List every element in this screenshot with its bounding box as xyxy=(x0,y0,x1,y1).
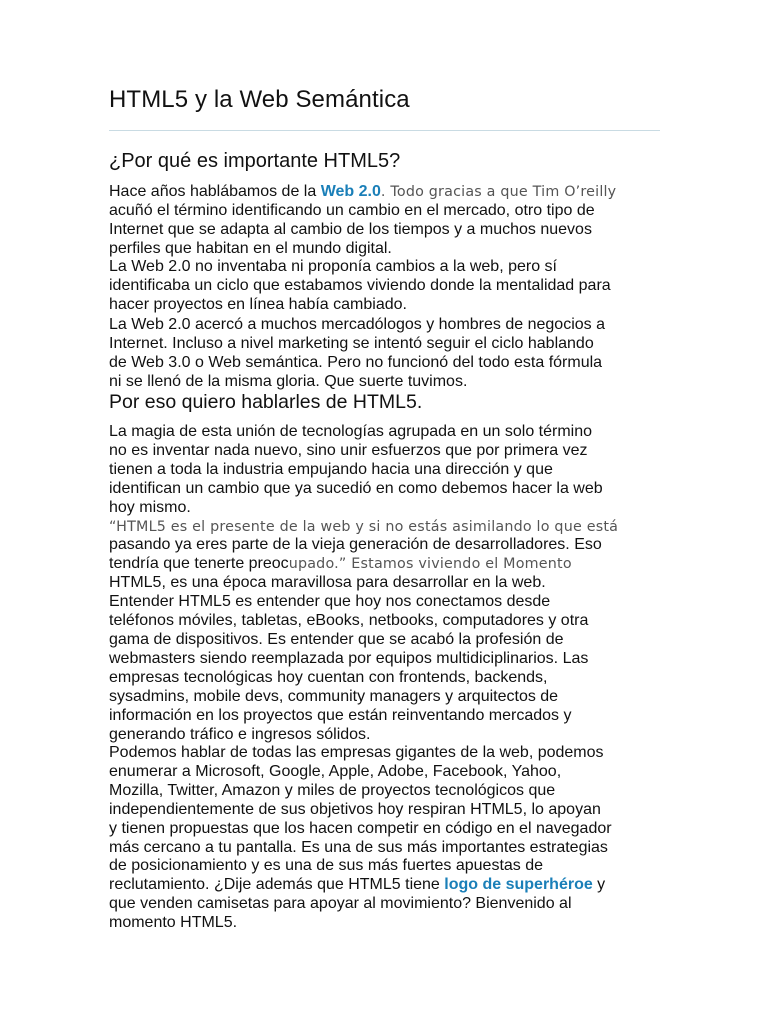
text-line: hoy mismo. xyxy=(109,498,191,516)
text-span: y xyxy=(592,876,606,894)
text-line: hacer proyectos en línea había cambiado. xyxy=(109,295,407,313)
text-line: pasando ya eres parte de la vieja generación de desarrolladores. Eso xyxy=(109,536,602,554)
section-heading-importance: ¿Por qué es importante HTML5? xyxy=(109,150,401,172)
text-line: identifican un cambio que ya sucedió en como debemos hacer la web xyxy=(109,479,603,497)
text-line: La Web 2.0 acercó a muchos mercadólogos y hombres de negocios a xyxy=(109,316,605,333)
paragraph-web30 xyxy=(109,316,669,392)
paragraph-web20-cycle xyxy=(109,258,669,315)
text-line xyxy=(109,183,669,202)
text-line: Internet. Incluso a nivel marketing se intentó seguir el ciclo hablando xyxy=(109,334,594,352)
text-line: generando tráfico e ingresos sólidos. xyxy=(109,725,371,743)
text-line: que venden camisetas para apoyar al movimiento? Bienvenido al xyxy=(109,895,572,913)
text-line: de Web 3.0 o Web semántica. Pero no funcionó del todo esta fórmula xyxy=(109,353,603,371)
paragraph-html5-magic xyxy=(109,423,669,744)
text-line: Mozilla, Twitter, Amazon y miles de proyectos tecnológicos que xyxy=(109,781,556,799)
section-heading-html5: Por eso quiero hablarles de HTML5. xyxy=(109,391,423,413)
text-line: gama de dispositivos. Es entender que se acabó la profesión de xyxy=(109,630,564,648)
text-line: y tienen propuestas que los hacen competir en código en el navegador xyxy=(109,819,612,837)
text-line: tienen a toda la industria empujando hacia una dirección y que xyxy=(109,460,553,478)
text-line: webmasters siendo reemplazada por equipos multidiciplinarios. Las xyxy=(109,649,589,667)
superhero-logo-link[interactable]: logo de superhéroe xyxy=(444,876,593,894)
text-line: ni se llenó de la misma gloria. Que suerte tuvimos. xyxy=(109,372,468,390)
text-line: información en los proyectos que están reinventando mercados y xyxy=(109,706,572,724)
text-line xyxy=(109,555,669,574)
paragraph-companies xyxy=(109,744,669,933)
text-line: Podemos hablar de todas las empresas gigantes de la web, podemos xyxy=(109,744,604,761)
quote-line: “HTML5 es el presente de la web y si no estás asimilando lo que está xyxy=(109,518,619,535)
text-line: Entender HTML5 es entender que hoy nos conectamos desde xyxy=(109,593,551,611)
text-line: identificaba un ciclo que estabamos viviendo donde la mentalidad para xyxy=(109,276,611,294)
text-line: acuñó el término identificando un cambio en el mercado, otro tipo de xyxy=(109,201,595,219)
text-line: HTML5, es una época maravillosa para desarrollar en la web. xyxy=(109,574,546,592)
text-line xyxy=(109,876,669,895)
web20-link[interactable]: Web 2.0 xyxy=(320,183,381,200)
text-line: teléfonos móviles, tabletas, eBooks, netbooks, computadores y otra xyxy=(109,612,589,630)
text-line: sysadmins, mobile devs, community managers y arquitectos de xyxy=(109,687,559,705)
text-span: . Todo gracias a que Tim O’reilly xyxy=(380,184,617,200)
text-line: enumerar a Microsoft, Google, Apple, Adobe, Facebook, Yahoo, xyxy=(109,762,562,780)
text-line: La magia de esta unión de tecnologías agrupada en un solo término xyxy=(109,423,593,440)
text-line: Internet que se adapta al cambio de los tiempos y a muchos nuevos xyxy=(109,220,592,238)
text-span: reclutamiento. ¿Dije además que HTML5 tiene xyxy=(109,876,445,894)
title-divider xyxy=(109,130,660,131)
text-line: de posicionamiento y es una de sus más fuertes apuestas de xyxy=(109,857,544,875)
text-span: upado.” Estamos viviendo el Momento xyxy=(288,556,572,573)
text-line: independientemente de sus objetivos hoy respiran HTML5, lo apoyan xyxy=(109,800,601,818)
paragraph-web20-intro xyxy=(109,183,669,259)
text-line: empresas tecnológicas hoy cuentan con frontends, backends, xyxy=(109,668,548,686)
text-span: Hace años hablábamos de la xyxy=(109,183,321,200)
text-line: no es inventar nada nuevo, sino unir esfuerzos que por primera vez xyxy=(109,441,588,459)
text-line: perfiles que habitan en el mundo digital. xyxy=(109,239,392,257)
text-line: más cercano a tu pantalla. Es una de sus más importantes estrategias xyxy=(109,838,608,856)
text-span: tendría que tenerte preoc xyxy=(109,555,289,573)
text-line: momento HTML5. xyxy=(109,914,238,932)
text-line: La Web 2.0 no inventaba ni proponía cambios a la web, pero sí xyxy=(109,258,557,275)
page-title: HTML5 y la Web Semántica xyxy=(109,86,410,113)
